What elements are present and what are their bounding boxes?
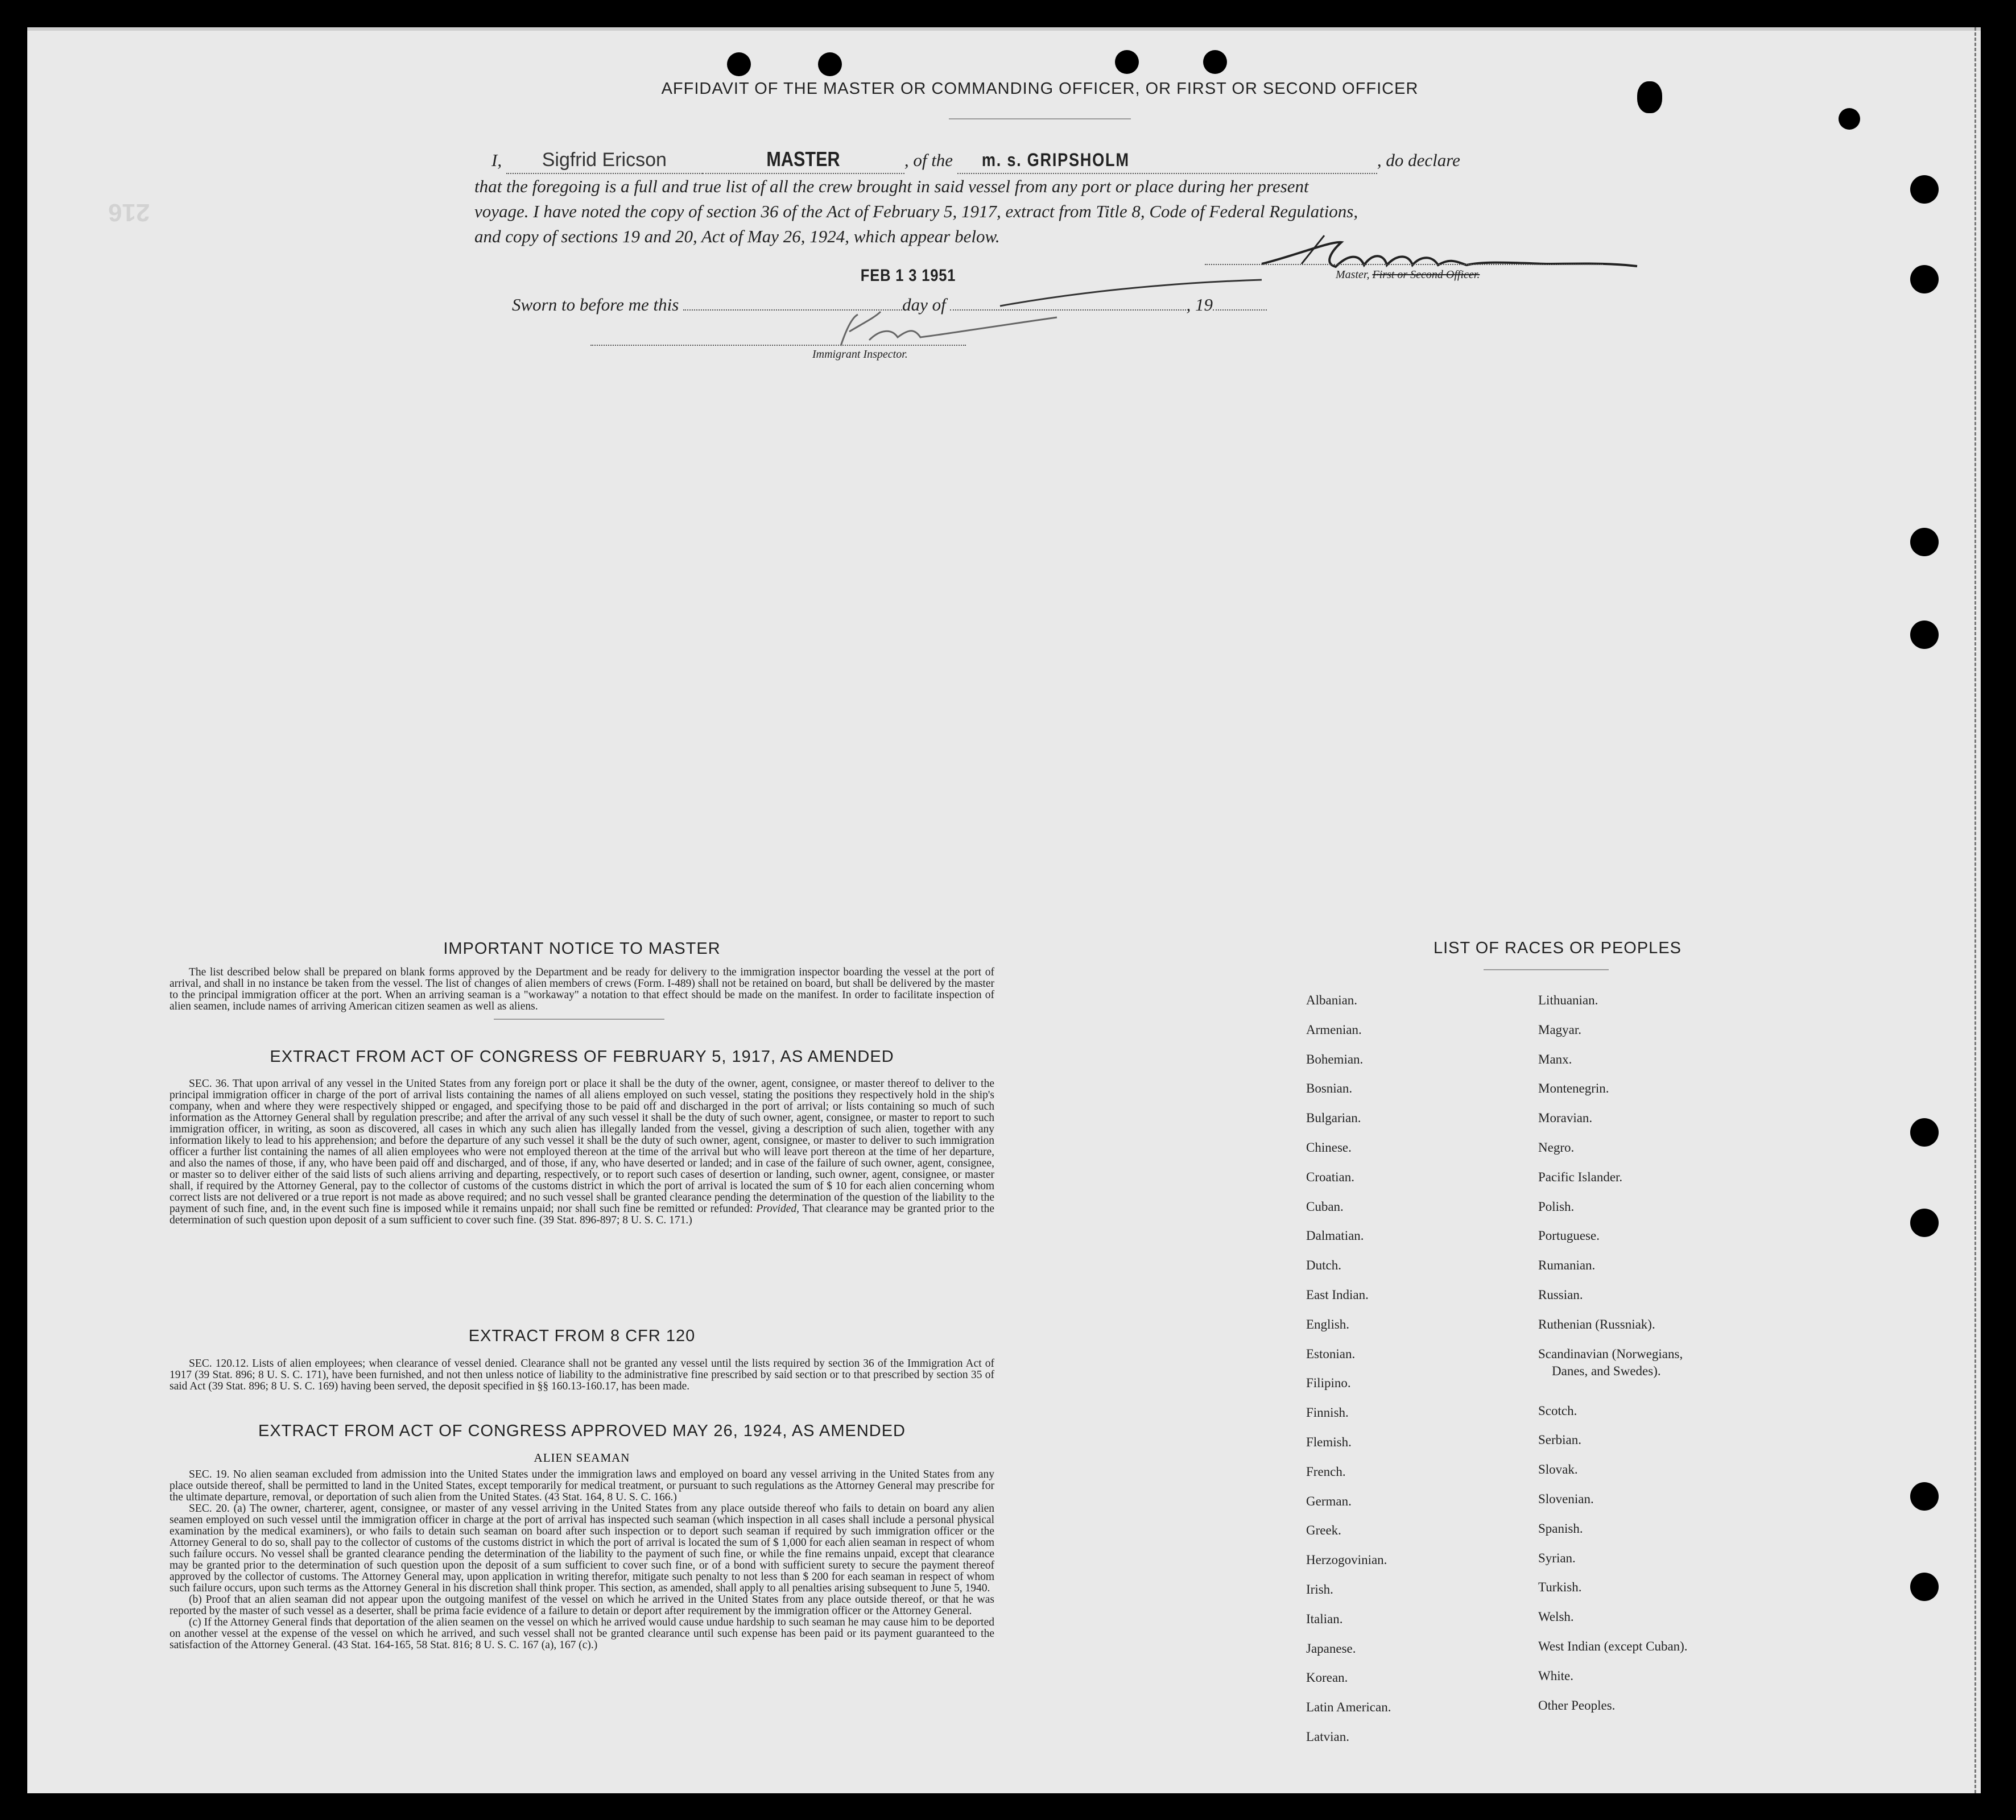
race-item: Lithuanian. [1538,993,1598,1007]
year-label: , 19 [1186,295,1213,315]
race-item: Negro. [1538,1140,1575,1155]
inspector-signature [829,306,1068,351]
vessel-name: m. s. GRIPSHOLM [981,150,1130,170]
punch-hole [1910,528,1939,556]
affidavit-line-2: that the foregoing is a full and true list of all the crew brought in said vessel from any port or place during her present [474,176,1309,196]
do-declare-label: , do declare [1377,150,1460,170]
perforation-edge [1974,27,1976,1793]
punch-hole [1910,1118,1939,1147]
race-item: Croatian. [1306,1169,1354,1184]
race-item: Armenian. [1306,1022,1362,1037]
race-item: White. [1538,1668,1573,1683]
race-item: Slovenian. [1538,1492,1594,1506]
race-item: Russian. [1538,1288,1583,1302]
sworn-label: Sworn to before me this [512,295,679,315]
races-rule [1484,969,1609,970]
race-item: Ruthenian (Russniak). [1538,1317,1655,1331]
race-item: Irish. [1306,1582,1333,1596]
sec36-text: SEC. 36. That upon arrival of any vessel in the United States from any foreign port or place it shall be the duty of the owner, agent, consignee, or master thereof to deliver to the principal immigration officer in charge of the port of arrival lists containing the names of all aliens employed on such vessel, stating the positions they respectively hold in the ship's company, when and where they were respectively shipped or engaged, and specifying those to be paid off and discharged in the port of arrival; or lists containing so much of such information as the Attorney General shall by regulation prescribe; and after the arrival of any such vessel it shall be the duty of such owner, agent, consignee, or master to report to such immigration officer, in writing, as soon as discovered, all cases in which any such alien has illegally landed from the vessel, giving a description of such alien, together with any information likely to lead to his apprehension; and before the departure of any such vessel it shall be the duty of such owner, agent, consignee, or master to deliver to such immigration officer a further list containing the names of all alien employees who were not employed thereon at the time of the arrival but who will leave port thereon at the time of her departure, and also the names of those, if any, who have been paid off and discharged, and of those, if any, who have deserted or landed; and in case of the failure of such owner, agent, consignee, or master so to deliver either of the said lists of such aliens arriving and departing, respectively, or to report such cases of desertion or landing, such owner, agent, consignee, or master shall, if required by the Attorney General, pay to the collector of customs of the customs district in which the port of arrival is located the sum of $ 10 for each alien concerning whom correct lists are not delivered or a true report is not made as above required; and no such vessel shall be granted clearance pending the determination of the question of the liability to the payment of such fine, and, in the event such fine is imposed while it remains unpaid; nor shall such fine be remitted or refunded: [170,1078,994,1215]
extract-1924-text [170,1469,994,1651]
affidavit-title: AFFIDAVIT OF THE MASTER OR COMMANDING OFFICER, OR FIRST OR SECOND OFFICER [661,80,1419,98]
punch-hole [1910,1573,1939,1601]
master-name: Sigfrid Ericson [542,149,667,171]
extract-1917-text [170,1078,994,1226]
alien-seaman-subtitle: ALIEN SEAMAN [534,1451,630,1465]
punch-hole [1115,50,1139,74]
race-item: East Indian. [1306,1288,1369,1302]
signature-caption [1336,268,1480,282]
punch-hole [1839,108,1860,130]
race-item: Turkish. [1538,1580,1582,1595]
race-item: West Indian (except Cuban). [1538,1639,1688,1653]
signature-line [1205,264,1603,265]
race-item: Greek. [1306,1523,1341,1538]
race-item: Korean. [1306,1670,1348,1685]
race-item: Scandinavian (Norwegians, [1538,1346,1683,1361]
race-item: Spanish. [1538,1521,1583,1536]
race-item: Pacific Islander. [1538,1169,1623,1184]
race-item: Bulgarian. [1306,1111,1361,1126]
sec20b-text: (b) Proof that an alien seaman did not appear upon the outgoing manifest of the vessel on which he arrived in the United States from any place outside thereof, or that he was reported by the master of such vessel as a deserter, shall be prima facie evidence of a failure to detain or deport after requirement by the immigration officer or the Attorney General. [170,1594,994,1617]
race-item: French. [1306,1464,1346,1479]
caption-master: Master, [1336,268,1370,281]
race-item: Welsh. [1538,1610,1574,1624]
race-item: Flemish. [1306,1435,1352,1449]
sec36-proviso: Provided, [756,1203,799,1215]
vessel-field [957,147,1377,174]
race-item: Chinese. [1306,1140,1352,1155]
race-item: Dalmatian. [1306,1228,1364,1243]
race-item: Bosnian. [1306,1081,1353,1096]
race-item: Bohemian. [1306,1052,1364,1066]
race-item: Manx. [1538,1052,1572,1066]
race-item: Montenegrin. [1538,1081,1609,1096]
title-rule [949,118,1131,119]
sec20c-text: (c) If the Attorney General finds that deportation of the alien seamen on the vessel on which he arrived would cause undue hardship to such seaman he may cause him to be deported on another vessel at the expense of the vessel on which he arrived, and such vessel shall not be granted clearance until such expense has been paid or its payment guaranteed to the satisfaction of the Attorney General. (43 Stat. 164-165, 58 Stat. 816; 8 U. S. C. 167 (a), 167 (c).) [170,1616,994,1651]
affidavit-line-1 [474,147,1589,174]
date-stamp: FEB 1 3 1951 [860,266,956,285]
notice-rule [494,1019,664,1020]
race-item: Italian. [1306,1611,1343,1626]
race-item: Danes, and Swedes). [1552,1363,1661,1378]
master-name-field [506,147,703,174]
race-item: Syrian. [1538,1550,1576,1565]
race-item: Latin American. [1306,1700,1391,1715]
race-item: Cuban. [1306,1199,1344,1214]
document-page [27,27,1981,1793]
page-top-edge [27,27,1981,31]
extract-1924-title: EXTRACT FROM ACT OF CONGRESS APPROVED MAY 26, 1924, AS AMENDED [258,1422,906,1440]
race-item: Slovak. [1538,1462,1578,1477]
extract-cfr-text: SEC. 120.12. Lists of alien employees; when clearance of vessel denied. Clearance shall not be granted any vessel until the lists required by section 36 of the Immigration Act of 1917 (39 Stat. 896; 8 U. S. C. 171), have been furnished, and not then unless notice of liability to the administrative fine prescribed by said section or to that prescribed by section 35 of said Act (39 Stat. 896; 8 U. S. C. 169) having been served, the deposit specified in §§ 160.13-160.17, has been made. [170,1358,994,1392]
sec20a-text: SEC. 20. (a) The owner, charterer, agent, consignee, or master of any vessel arriving in the United States from any place outside thereof who fails to detain on board any alien seamen employed on such vessel until the immigration officer in charge at the port of arrival has inspected such seaman (which inspection in all cases shall include a personal physical examination by the medical examiners), or who fails to detain such seaman on board after such inspection or to deport such seaman if required by such immigration officer or the Attorney General to do so, shall pay to the collector of customs of the customs district in which the port of arrival is located the sum of $ 1,000 for each alien seaman in respect of whom such failure occurs. No vessel shall be granted clearance pending the determination of the liability to the payment of such fine, or while the fine remains unpaid, except that clearance may be granted prior to the determination of such question upon the deposit of a sum sufficient to cover such fine, or of a bond with sufficient surety to secure the payment thereof approved by the collector of customs. The Attorney General may, upon application in writing therefor, mitigate such penalty to not less than $ 200 for each seaman in respect of whom such failure occurs, upon such terms as the Attorney General in his discretion shall think proper. This section, as amended, shall apply to all penalties arising subsequent to June 5, 1940. [170,1503,994,1594]
punch-hole [727,52,751,76]
race-item: Estonian. [1306,1346,1356,1361]
extract-cfr-title: EXTRACT FROM 8 CFR 120 [468,1327,696,1345]
inspector-caption: Immigrant Inspector. [812,348,908,361]
affidavit-line-4: and copy of sections 19 and 20, Act of May 26, 1924, which appear below. [474,226,1000,246]
race-item: Moravian. [1538,1111,1593,1126]
race-item: English. [1306,1317,1350,1331]
races-title: LIST OF RACES OR PEOPLES [1433,939,1682,957]
race-item: Latvian. [1306,1730,1349,1744]
race-item: Dutch. [1306,1258,1341,1273]
day-of-label: day of [902,295,946,315]
extract-1917-title: EXTRACT FROM ACT OF CONGRESS OF FEBRUARY 5, 1917, AS AMENDED [270,1048,894,1066]
race-item: Portuguese. [1538,1228,1600,1243]
punch-hole [1910,621,1939,649]
i-label: I, [491,150,502,170]
race-item: Scotch. [1538,1403,1577,1418]
race-item: Polish. [1538,1199,1575,1214]
rank-field [703,147,904,174]
race-item: Filipino. [1306,1376,1351,1391]
race-item: Herzogovinian. [1306,1553,1387,1567]
sec19-text: SEC. 19. No alien seaman excluded from admission into the United States under the immigration laws and employed on board any vessel arriving in the United States from any place outside thereof, shall be permitted to land in the United States, except temporarily for medical treatment, or pursuant to such regulations as the Attorney General may prescribe for the ultimate departure, removal, or deportation of such alien from the United States. (43 Stat. 164, 8 U. S. C. 166.) [170,1469,994,1503]
margin-note: 216 [108,198,150,226]
affidavit-line-3: voyage. I have noted the copy of section 36 of the Act of February 5, 1917, extract from Title 8, Code of Federal Regulations, [474,201,1358,221]
race-item: German. [1306,1494,1352,1508]
punch-hole [818,52,842,76]
punch-hole [1910,265,1939,293]
race-item: Japanese. [1306,1641,1356,1656]
punch-hole [1910,1209,1939,1237]
punch-hole [1203,50,1227,74]
race-item: Other Peoples. [1538,1698,1616,1713]
punch-hole [1637,81,1662,113]
rank-stamp: MASTER [766,147,840,171]
race-item: Magyar. [1538,1022,1582,1037]
race-item: Rumanian. [1538,1258,1596,1273]
punch-hole [1910,175,1939,204]
sec36-text-end: That clearance may be granted prior to the determination of such question upon deposit of a sum sufficient to cover such fine. (39 Stat. 896-897; 8 U. S. C. 171.) [170,1203,994,1226]
of-the-label: , of the [904,150,953,170]
race-item: Albanian. [1306,993,1358,1007]
notice-title: IMPORTANT NOTICE TO MASTER [443,940,721,958]
caption-struck: First or Second Officer. [1372,268,1480,281]
punch-hole [1910,1482,1939,1511]
race-item: Serbian. [1538,1433,1582,1447]
notice-text: The list described below shall be prepared on blank forms approved by the Department and be ready for delivery to the immigration inspector boarding the vessel at the port of arrival, and shall in no instance be taken from the vessel. The list of changes of alien members of crews (Form. I-489) shall not be retained on board, but shall be delivered by the master to the principal immigration officer at the port. When an arriving seaman is a "workaway" a notation to that effect should be made on the manifest. In order to facilitate inspection of alien seamen, include names of arriving American citizen seamen as well as aliens. [170,966,994,1012]
race-item: Finnish. [1306,1405,1349,1420]
